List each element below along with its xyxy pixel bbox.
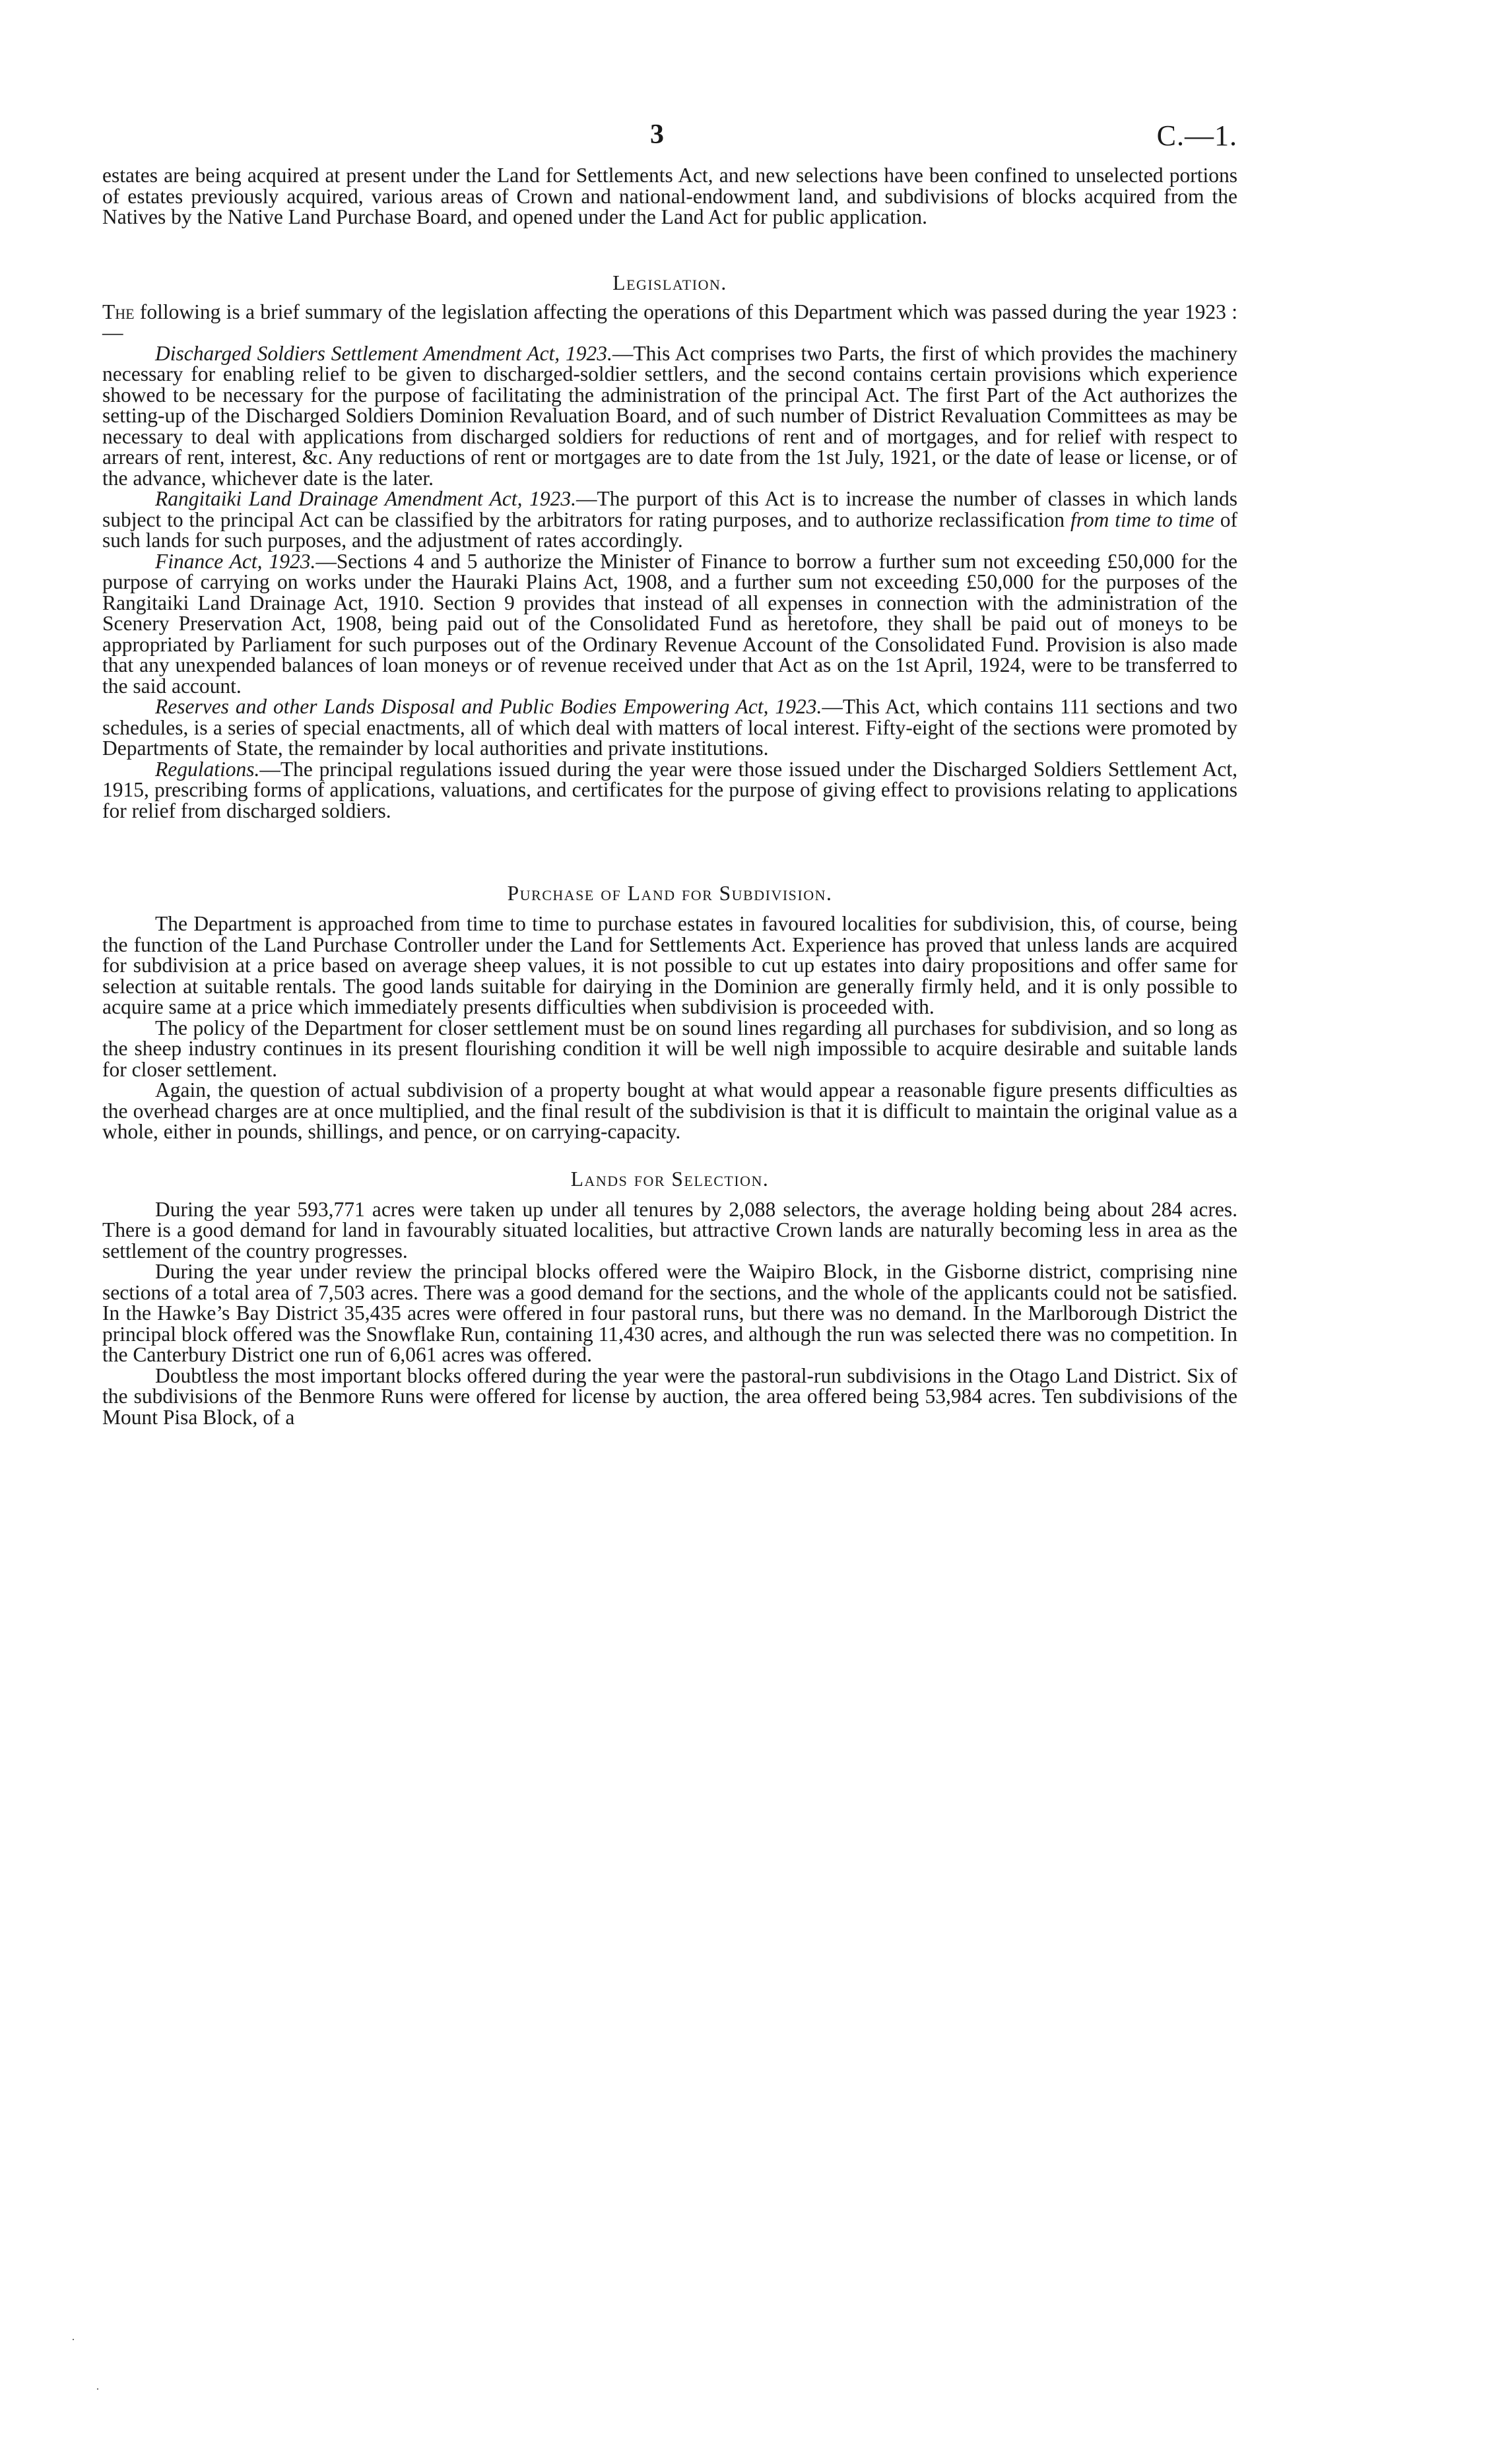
act-text-italic: from time to time [1070, 507, 1214, 531]
intro-paragraph: estates are being acquired at present under the Land for Settlements Act, and new selections have been confined to unselected portions of estates previously acquired, various areas of Crown and national-endowment land, and subdivisions of blocks acquired from the Natives by the Native Land Purchase Board, and opened under the Land Act for public application. [102, 164, 1237, 228]
act-text: —The principal regulations issued during the year were those issued under the Discharged Soldiers Settlement Act, 1915, prescribing forms of applications, valuations, and certificates for the purpose of giving effect to provisions relating to applications for relief from discharged soldiers. [102, 757, 1237, 822]
page-number: 3 [650, 119, 664, 150]
scan-speck: · [96, 2382, 100, 2396]
section-heading-purchase: Purchase of Land for Subdivision. [507, 882, 833, 905]
act-title: Reserves and other Lands Disposal and Public Bodies Empowering Act, 1923. [155, 695, 822, 718]
document-page [102, 119, 1237, 1427]
legislation-intro-text: following is a brief summary of the legislation affecting the operations of this Department which was passed during the year 1923 :— [102, 300, 1237, 344]
selection-paragraph: During the year 593,771 acres were taken up under all tenures by 2,088 selectors, the average holding being about 284 acres. There is a good demand for land in favourably situated localities, but attractive Crown lands are naturally becoming less in area as the settlement of the country progresses. [102, 1197, 1237, 1262]
selection-paragraph: During the year under review the principal blocks offered were the Waipiro Block, in the Gisborne district, comprising nine sections of a total area of 7,503 acres. There was a good demand for the sections, and the whole of the applicants could not be satisfied. In the Hawke’s Bay District 35,435 acres were offered in four pastoral runs, but there was no demand. In the Marlborough District the principal block offered was the Snowflake Run, containing 11,430 acres, and although the run was selected there was no competition. In the Canterbury District one run of 6,061 acres was offered. [102, 1260, 1237, 1366]
section-heading-lands-for-selection: Lands for Selection. [570, 1167, 770, 1191]
act-title: Rangitaiki Land Drainage Amendment Act, 1923. [155, 487, 576, 510]
act-text: —This Act, which contains 111 sections and two schedules, is a series of special enactments, all of which deal with matters of local interest. Fifty-eight of the sections were promoted by Departments of State, the remainder by local authorities and private institutions. [102, 695, 1237, 760]
act-text: —Sections 4 and 5 authorize the Minister of Finance to borrow a further sum not exceeding £50,000 for the purpose of carrying on works under the Hauraki Plains Act, 1908, and a further sum not exceeding £50,000 for the purposes of the Rangitaiki Land Drainage Act, 1910. Section 9 provides that instead of all expenses in connection with the administration of the Scenery Preservation Act, 1908, being paid out of the Consolidated Fund as heretofore, they shall be paid out of moneys to be appropriated by Parliament for such purposes out of the Ordinary Revenue Account of the Consolidated Fund. Provision is also made that any unexpended balances of loan moneys or of revenue received under that Act as on the 1st April, 1924, were to be transferred to the said account. [102, 549, 1237, 698]
act-text: of such lands for such purposes, and the adjustment of rates accordingly. [102, 507, 1237, 552]
act-paragraph-rangitaiki [102, 488, 1237, 551]
act-title: Discharged Soldiers Settlement Amendment Act, 1923. [155, 341, 612, 365]
act-title: Regulations. [155, 757, 260, 781]
legislation-intro [102, 302, 1237, 343]
act-paragraph-discharged-soldiers [102, 343, 1237, 489]
lead-word: The [102, 300, 135, 323]
act-paragraph-reserves [102, 696, 1237, 759]
page-header [102, 119, 1237, 165]
act-text: —This Act comprises two Parts, the first of which provides the machinery necessary for enabling relief to be given to discharged-soldier settlers, and the second contains certain provisions which experience showed to be necessary for the purpose of facilitating the administration of the principal Act. The first Part of the Act authorizes the setting-up of the Discharged Soldiers Dominion Revaluation Board, and of such number of District Revaluation Committees as may be necessary to deal with applications from discharged soldiers for reductions of rent and of mortgages, and for relief with respect to arrears of rent, interest, &c. Any reductions of rent or mortgages are to date from the 1st July, 1921, or the date of lease or license, or of the advance, whichever date is the later. [102, 341, 1237, 490]
selection-paragraph: Doubtless the most important blocks offered during the year were the pastoral-run subdivisions in the Otago Land District. Six of the subdivisions of the Benmore Runs were offered for license by auction, the area offered being 53,984 acres. Ten subdivisions of the Mount Pisa Block, of a [102, 1363, 1237, 1429]
act-paragraph-finance [102, 551, 1237, 697]
scan-speck: · [71, 2333, 75, 2346]
act-title: Finance Act, 1923. [155, 549, 316, 573]
section-heading-legislation: Legislation. [612, 271, 727, 294]
purchase-paragraph: The policy of the Department for closer settlement must be on sound lines regarding all purchases for subdivision, and so long as the sheep industry continues in its present flourishing condition it will be well nigh impossible to acquire desirable and suitable lands for closer settlement. [102, 1016, 1237, 1081]
purchase-paragraph: The Department is approached from time to time to purchase estates in favoured localities for subdivision, this, of course, being the function of the Land Purchase Controller under the Land for Settlements Act. Experience has proved that unless lands are acquired for subdivision at a price based on average sheep values, it is not possible to cut up estates into dairy propositions and offer same for selection at suitable rentals. The good lands suitable for dairying in the Dominion are generally firmly held, and it is only possible to acquire same at a price which immediately presents difficulties when subdivision is proceeded with. [102, 912, 1237, 1018]
act-text: —The purport of this Act is to increase the number of classes in which lands subject to the principal Act can be classified by the arbitrators for rating purposes, and to authorize reclassification [102, 487, 1238, 531]
purchase-paragraph: Again, the question of actual subdivision of a property bought at what would appear a reasonable figure presents difficulties as the overhead charges are at once multiplied, and the final result of the subdivision is that it is difficult to maintain the original value as a whole, either in pounds, shillings, and pence, or on carrying-capacity. [102, 1078, 1237, 1143]
document-reference: C.—1. [1156, 119, 1237, 152]
act-paragraph-regulations [102, 759, 1237, 822]
